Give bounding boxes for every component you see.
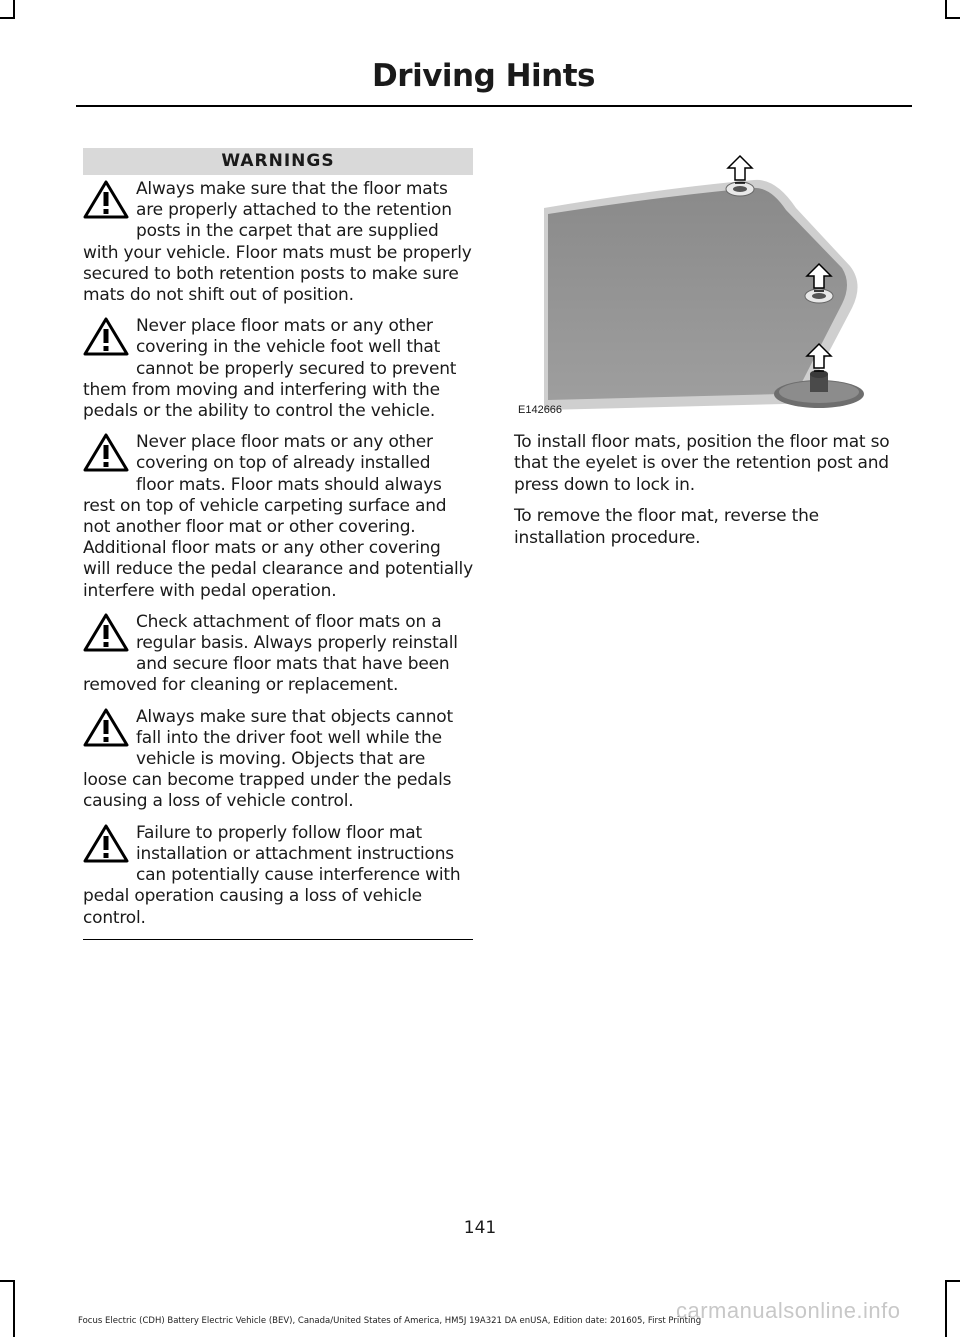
page-number: 141: [463, 1218, 497, 1238]
warning-text: Always make sure that the floor mats are properly attached to the retention posts in the carpet that are supplied with your vehicle. Floor mats must be properly secured to both retention posts to make sure mats do not shift out of position.: [83, 179, 472, 306]
warnings-box: [83, 148, 473, 940]
floor-mat-illustration: [514, 148, 910, 420]
warnings-title: WARNINGS: [83, 148, 473, 175]
paragraph: To remove the floor mat, reverse the installation procedure.: [514, 506, 819, 548]
warnings-list: [83, 179, 473, 929]
warnings-bottom-rule: [83, 939, 473, 941]
figure-code: E142666: [518, 404, 563, 416]
warning-text: Never place floor mats or any other covering in the vehicle foot well that cannot be properly secured to prevent them from moving and interfering with the pedals or the ability to control the vehicle.: [83, 316, 457, 422]
warning-triangle-icon: [83, 823, 133, 879]
section-title: Driving Hints: [372, 58, 595, 94]
warning-triangle-icon: [83, 179, 133, 235]
warning-item: [83, 179, 473, 306]
floor-mat-drawing: [514, 148, 910, 420]
warning-text: Always make sure that objects cannot fall into the driver foot well while the vehicle is moving. Objects that are loose can become trapped under the pedals causing a loss of vehicle control.: [83, 706, 453, 812]
warning-item: [83, 316, 473, 422]
watermark: carmanualsonline.info: [676, 1298, 901, 1323]
warning-text: Never place floor mats or any other covering on top of already installed floor mats. Floor mats should always rest on top of vehicle carpeting surface and not another floor mat or other covering. Additional floor mats or any other covering will reduce the pedal clearance and potentially interfere with pedal operation.: [83, 432, 473, 601]
header-rule: [76, 105, 912, 107]
crop-mark: [0, 1280, 15, 1282]
warning-triangle-icon: [83, 707, 133, 763]
crop-mark: [945, 0, 947, 18]
body-text: [514, 432, 912, 559]
warning-triangle-icon: [83, 612, 133, 668]
warning-item: [83, 612, 473, 697]
crop-mark: [13, 1280, 15, 1337]
warning-triangle-icon: [83, 432, 133, 488]
warning-item: [83, 432, 473, 602]
warning-triangle-icon: [83, 316, 133, 372]
warning-item: [83, 707, 473, 813]
crop-mark: [945, 1280, 960, 1282]
warning-text: Check attachment of floor mats on a regular basis. Always properly reinstall and secure floor mats that have been removed for cleaning or replacement.: [83, 611, 458, 696]
paragraph: To install floor mats, position the floor mat so that the eyelet is over the retention post and press down to lock in.: [514, 432, 890, 495]
crop-mark: [945, 17, 960, 19]
crop-mark: [945, 1280, 947, 1337]
warning-item: [83, 823, 473, 929]
footer-edition-text: Focus Electric (CDH) Battery Electric Vehicle (BEV), Canada/United States of America, HM5J 19A321 DA enUSA, Edition date: 201605, First Printing: [78, 1316, 702, 1326]
warning-text: Failure to properly follow floor mat installation or attachment instructions can potentially cause interference with pedal operation causing a loss of vehicle control.: [83, 822, 461, 928]
crop-mark: [13, 0, 15, 18]
crop-mark: [0, 17, 15, 19]
